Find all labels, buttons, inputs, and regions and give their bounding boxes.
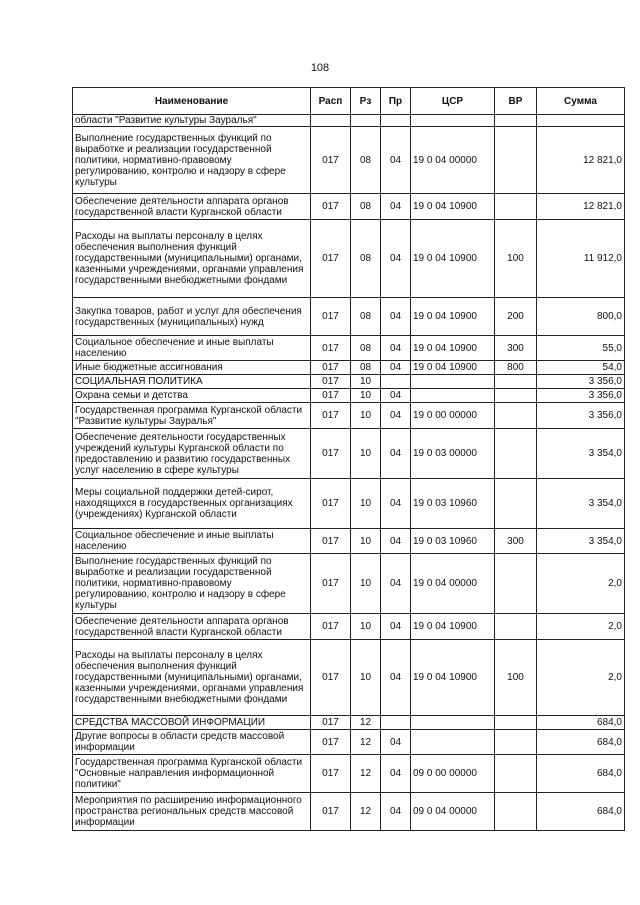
row-pr: 04 — [381, 298, 411, 336]
row-rasp: 017 — [311, 755, 351, 793]
row-name: Мероприятия по расширению информационного пространства региональных средств массовой информации — [73, 793, 311, 831]
row-csr — [411, 375, 495, 389]
row-pr: 04 — [381, 403, 411, 429]
table-row — [73, 429, 625, 479]
row-pr: 04 — [381, 389, 411, 403]
row-rz: 10 — [351, 429, 381, 479]
table-row — [73, 554, 625, 614]
row-rz: 12 — [351, 793, 381, 831]
table-row — [73, 479, 625, 529]
row-pr: 04 — [381, 554, 411, 614]
header-csr: ЦСР — [411, 88, 495, 115]
row-vr: 100 — [495, 640, 537, 716]
row-rz: 10 — [351, 375, 381, 389]
row-pr: 04 — [381, 194, 411, 220]
table-row — [73, 716, 625, 730]
row-vr — [495, 730, 537, 755]
row-sum: 2,0 — [537, 554, 625, 614]
row-rasp: 017 — [311, 479, 351, 529]
row-csr: 19 0 03 10960 — [411, 529, 495, 554]
row-csr: 19 0 04 10900 — [411, 336, 495, 361]
row-name: СОЦИАЛЬНАЯ ПОЛИТИКА — [73, 375, 311, 389]
row-rz: 08 — [351, 361, 381, 375]
row-rz: 10 — [351, 529, 381, 554]
row-vr — [495, 554, 537, 614]
row-rz: 10 — [351, 614, 381, 640]
row-pr — [381, 115, 411, 127]
row-vr — [495, 614, 537, 640]
row-vr — [495, 127, 537, 194]
row-pr: 04 — [381, 361, 411, 375]
row-pr: 04 — [381, 429, 411, 479]
row-sum: 2,0 — [537, 614, 625, 640]
table-row — [73, 361, 625, 375]
row-rz: 12 — [351, 730, 381, 755]
row-vr — [495, 115, 537, 127]
table-row — [73, 115, 625, 127]
row-sum — [537, 115, 625, 127]
row-rasp: 017 — [311, 429, 351, 479]
row-rasp: 017 — [311, 730, 351, 755]
row-sum: 3 354,0 — [537, 529, 625, 554]
row-vr — [495, 403, 537, 429]
row-csr: 19 0 03 10960 — [411, 479, 495, 529]
row-csr: 19 0 00 00000 — [411, 403, 495, 429]
row-name: Обеспечение деятельности государственных учреждений культуры Курганской области по предоставлению и развитию государственных услуг населению в сфере культуры — [73, 429, 311, 479]
row-name: Социальное обеспечение и иные выплаты населению — [73, 529, 311, 554]
table-row — [73, 389, 625, 403]
row-rz — [351, 115, 381, 127]
row-vr — [495, 755, 537, 793]
row-rz: 10 — [351, 389, 381, 403]
row-sum: 3 354,0 — [537, 479, 625, 529]
header-sum: Сумма — [537, 88, 625, 115]
row-name: Выполнение государственных функций по выработке и реализации государственной политики, нормативно-правовому регулированию, контролю и надзору в сфере культуры — [73, 554, 311, 614]
row-vr: 100 — [495, 220, 537, 298]
table-row — [73, 640, 625, 716]
row-csr: 19 0 04 10900 — [411, 298, 495, 336]
row-rasp: 017 — [311, 298, 351, 336]
row-csr: 19 0 04 10900 — [411, 640, 495, 716]
header-rasp: Расп — [311, 88, 351, 115]
row-vr — [495, 479, 537, 529]
row-vr: 300 — [495, 336, 537, 361]
header-vr: ВР — [495, 88, 537, 115]
row-vr — [495, 793, 537, 831]
row-sum: 55,0 — [537, 336, 625, 361]
row-sum: 684,0 — [537, 755, 625, 793]
row-csr: 19 0 04 10900 — [411, 614, 495, 640]
row-rz: 10 — [351, 479, 381, 529]
row-pr: 04 — [381, 220, 411, 298]
row-sum: 684,0 — [537, 730, 625, 755]
row-pr — [381, 375, 411, 389]
row-rasp: 017 — [311, 194, 351, 220]
header-pr: Пр — [381, 88, 411, 115]
budget-table — [72, 87, 625, 831]
row-sum: 800,0 — [537, 298, 625, 336]
row-rasp: 017 — [311, 220, 351, 298]
row-rz: 10 — [351, 554, 381, 614]
table-row — [73, 793, 625, 831]
row-pr: 04 — [381, 529, 411, 554]
row-pr: 04 — [381, 614, 411, 640]
row-csr — [411, 716, 495, 730]
row-pr: 04 — [381, 730, 411, 755]
row-vr: 200 — [495, 298, 537, 336]
table-row — [73, 755, 625, 793]
row-name: Закупка товаров, работ и услуг для обеспечения государственных (муниципальных) нужд — [73, 298, 311, 336]
table-row — [73, 403, 625, 429]
row-rasp: 017 — [311, 614, 351, 640]
row-name: Государственная программа Курганской области "Развитие культуры Зауралья" — [73, 403, 311, 429]
row-name: Государственная программа Курганской области "Основные направления информационной политики" — [73, 755, 311, 793]
row-sum: 11 912,0 — [537, 220, 625, 298]
row-pr — [381, 716, 411, 730]
row-pr: 04 — [381, 793, 411, 831]
row-sum: 3 356,0 — [537, 375, 625, 389]
row-csr — [411, 389, 495, 403]
row-vr: 800 — [495, 361, 537, 375]
row-rasp: 017 — [311, 127, 351, 194]
header-rz: Рз — [351, 88, 381, 115]
row-csr — [411, 115, 495, 127]
page-number: 108 — [310, 62, 330, 74]
table-row — [73, 220, 625, 298]
row-pr: 04 — [381, 755, 411, 793]
row-rz: 10 — [351, 403, 381, 429]
row-sum: 12 821,0 — [537, 127, 625, 194]
row-pr: 04 — [381, 479, 411, 529]
row-name: Меры социальной поддержки детей-сирот, находящихся в государственных организациях (учреждениях) Курганской области — [73, 479, 311, 529]
row-rasp: 017 — [311, 716, 351, 730]
row-vr — [495, 429, 537, 479]
row-vr — [495, 375, 537, 389]
row-pr: 04 — [381, 336, 411, 361]
row-sum: 54,0 — [537, 361, 625, 375]
row-name: Охрана семьи и детства — [73, 389, 311, 403]
row-sum: 2,0 — [537, 640, 625, 716]
row-vr — [495, 716, 537, 730]
table-row — [73, 127, 625, 194]
row-vr — [495, 194, 537, 220]
row-name: Социальное обеспечение и иные выплаты населению — [73, 336, 311, 361]
row-rasp: 017 — [311, 793, 351, 831]
row-sum: 3 356,0 — [537, 389, 625, 403]
row-rz: 08 — [351, 220, 381, 298]
row-sum: 12 821,0 — [537, 194, 625, 220]
row-vr — [495, 389, 537, 403]
row-csr: 19 0 03 00000 — [411, 429, 495, 479]
row-rasp: 017 — [311, 375, 351, 389]
row-rasp: 017 — [311, 554, 351, 614]
table-row — [73, 529, 625, 554]
row-csr: 09 0 04 00000 — [411, 793, 495, 831]
table-header-row — [73, 88, 625, 115]
row-vr: 300 — [495, 529, 537, 554]
row-name: области "Развитие культуры Зауралья" — [73, 115, 311, 127]
table-row — [73, 375, 625, 389]
row-rz: 08 — [351, 298, 381, 336]
row-rz: 10 — [351, 640, 381, 716]
row-name: Другие вопросы в области средств массовой информации — [73, 730, 311, 755]
row-sum: 684,0 — [537, 793, 625, 831]
row-name: Обеспечение деятельности аппарата органов государственной власти Курганской области — [73, 614, 311, 640]
row-rz: 08 — [351, 336, 381, 361]
row-pr: 04 — [381, 640, 411, 716]
row-name: Выполнение государственных функций по выработке и реализации государственной политики, нормативно-правовому регулированию, контролю и надзору в сфере культуры — [73, 127, 311, 194]
row-name: Расходы на выплаты персоналу в целях обеспечения выполнения функций государственными (муниципальными) органами, казенными учреждениями, органами управления государственными внебюджетными фондами — [73, 640, 311, 716]
row-rasp: 017 — [311, 640, 351, 716]
row-rz: 12 — [351, 716, 381, 730]
row-rasp: 017 — [311, 403, 351, 429]
row-rasp: 017 — [311, 336, 351, 361]
row-csr: 19 0 04 10900 — [411, 361, 495, 375]
row-name: Расходы на выплаты персоналу в целях обеспечения выполнения функций государственными (муниципальными) органами, казенными учреждениями, органами управления государственными внебюджетными фондами — [73, 220, 311, 298]
row-name: Иные бюджетные ассигнования — [73, 361, 311, 375]
row-rasp: 017 — [311, 529, 351, 554]
row-csr: 19 0 04 00000 — [411, 127, 495, 194]
row-rz: 08 — [351, 127, 381, 194]
row-pr: 04 — [381, 127, 411, 194]
row-rz: 12 — [351, 755, 381, 793]
table-row — [73, 336, 625, 361]
row-name: СРЕДСТВА МАССОВОЙ ИНФОРМАЦИИ — [73, 716, 311, 730]
header-name: Наименование — [73, 88, 311, 115]
row-csr: 09 0 00 00000 — [411, 755, 495, 793]
row-csr — [411, 730, 495, 755]
row-csr: 19 0 04 10900 — [411, 220, 495, 298]
row-csr: 19 0 04 00000 — [411, 554, 495, 614]
row-csr: 19 0 04 10900 — [411, 194, 495, 220]
table-row — [73, 614, 625, 640]
table-row — [73, 298, 625, 336]
row-sum: 3 354,0 — [537, 429, 625, 479]
row-rasp — [311, 115, 351, 127]
row-name: Обеспечение деятельности аппарата органов государственной власти Курганской области — [73, 194, 311, 220]
row-rasp: 017 — [311, 361, 351, 375]
row-rz: 08 — [351, 194, 381, 220]
table-row — [73, 194, 625, 220]
row-sum: 684,0 — [537, 716, 625, 730]
row-sum: 3 356,0 — [537, 403, 625, 429]
table-row — [73, 730, 625, 755]
row-rasp: 017 — [311, 389, 351, 403]
